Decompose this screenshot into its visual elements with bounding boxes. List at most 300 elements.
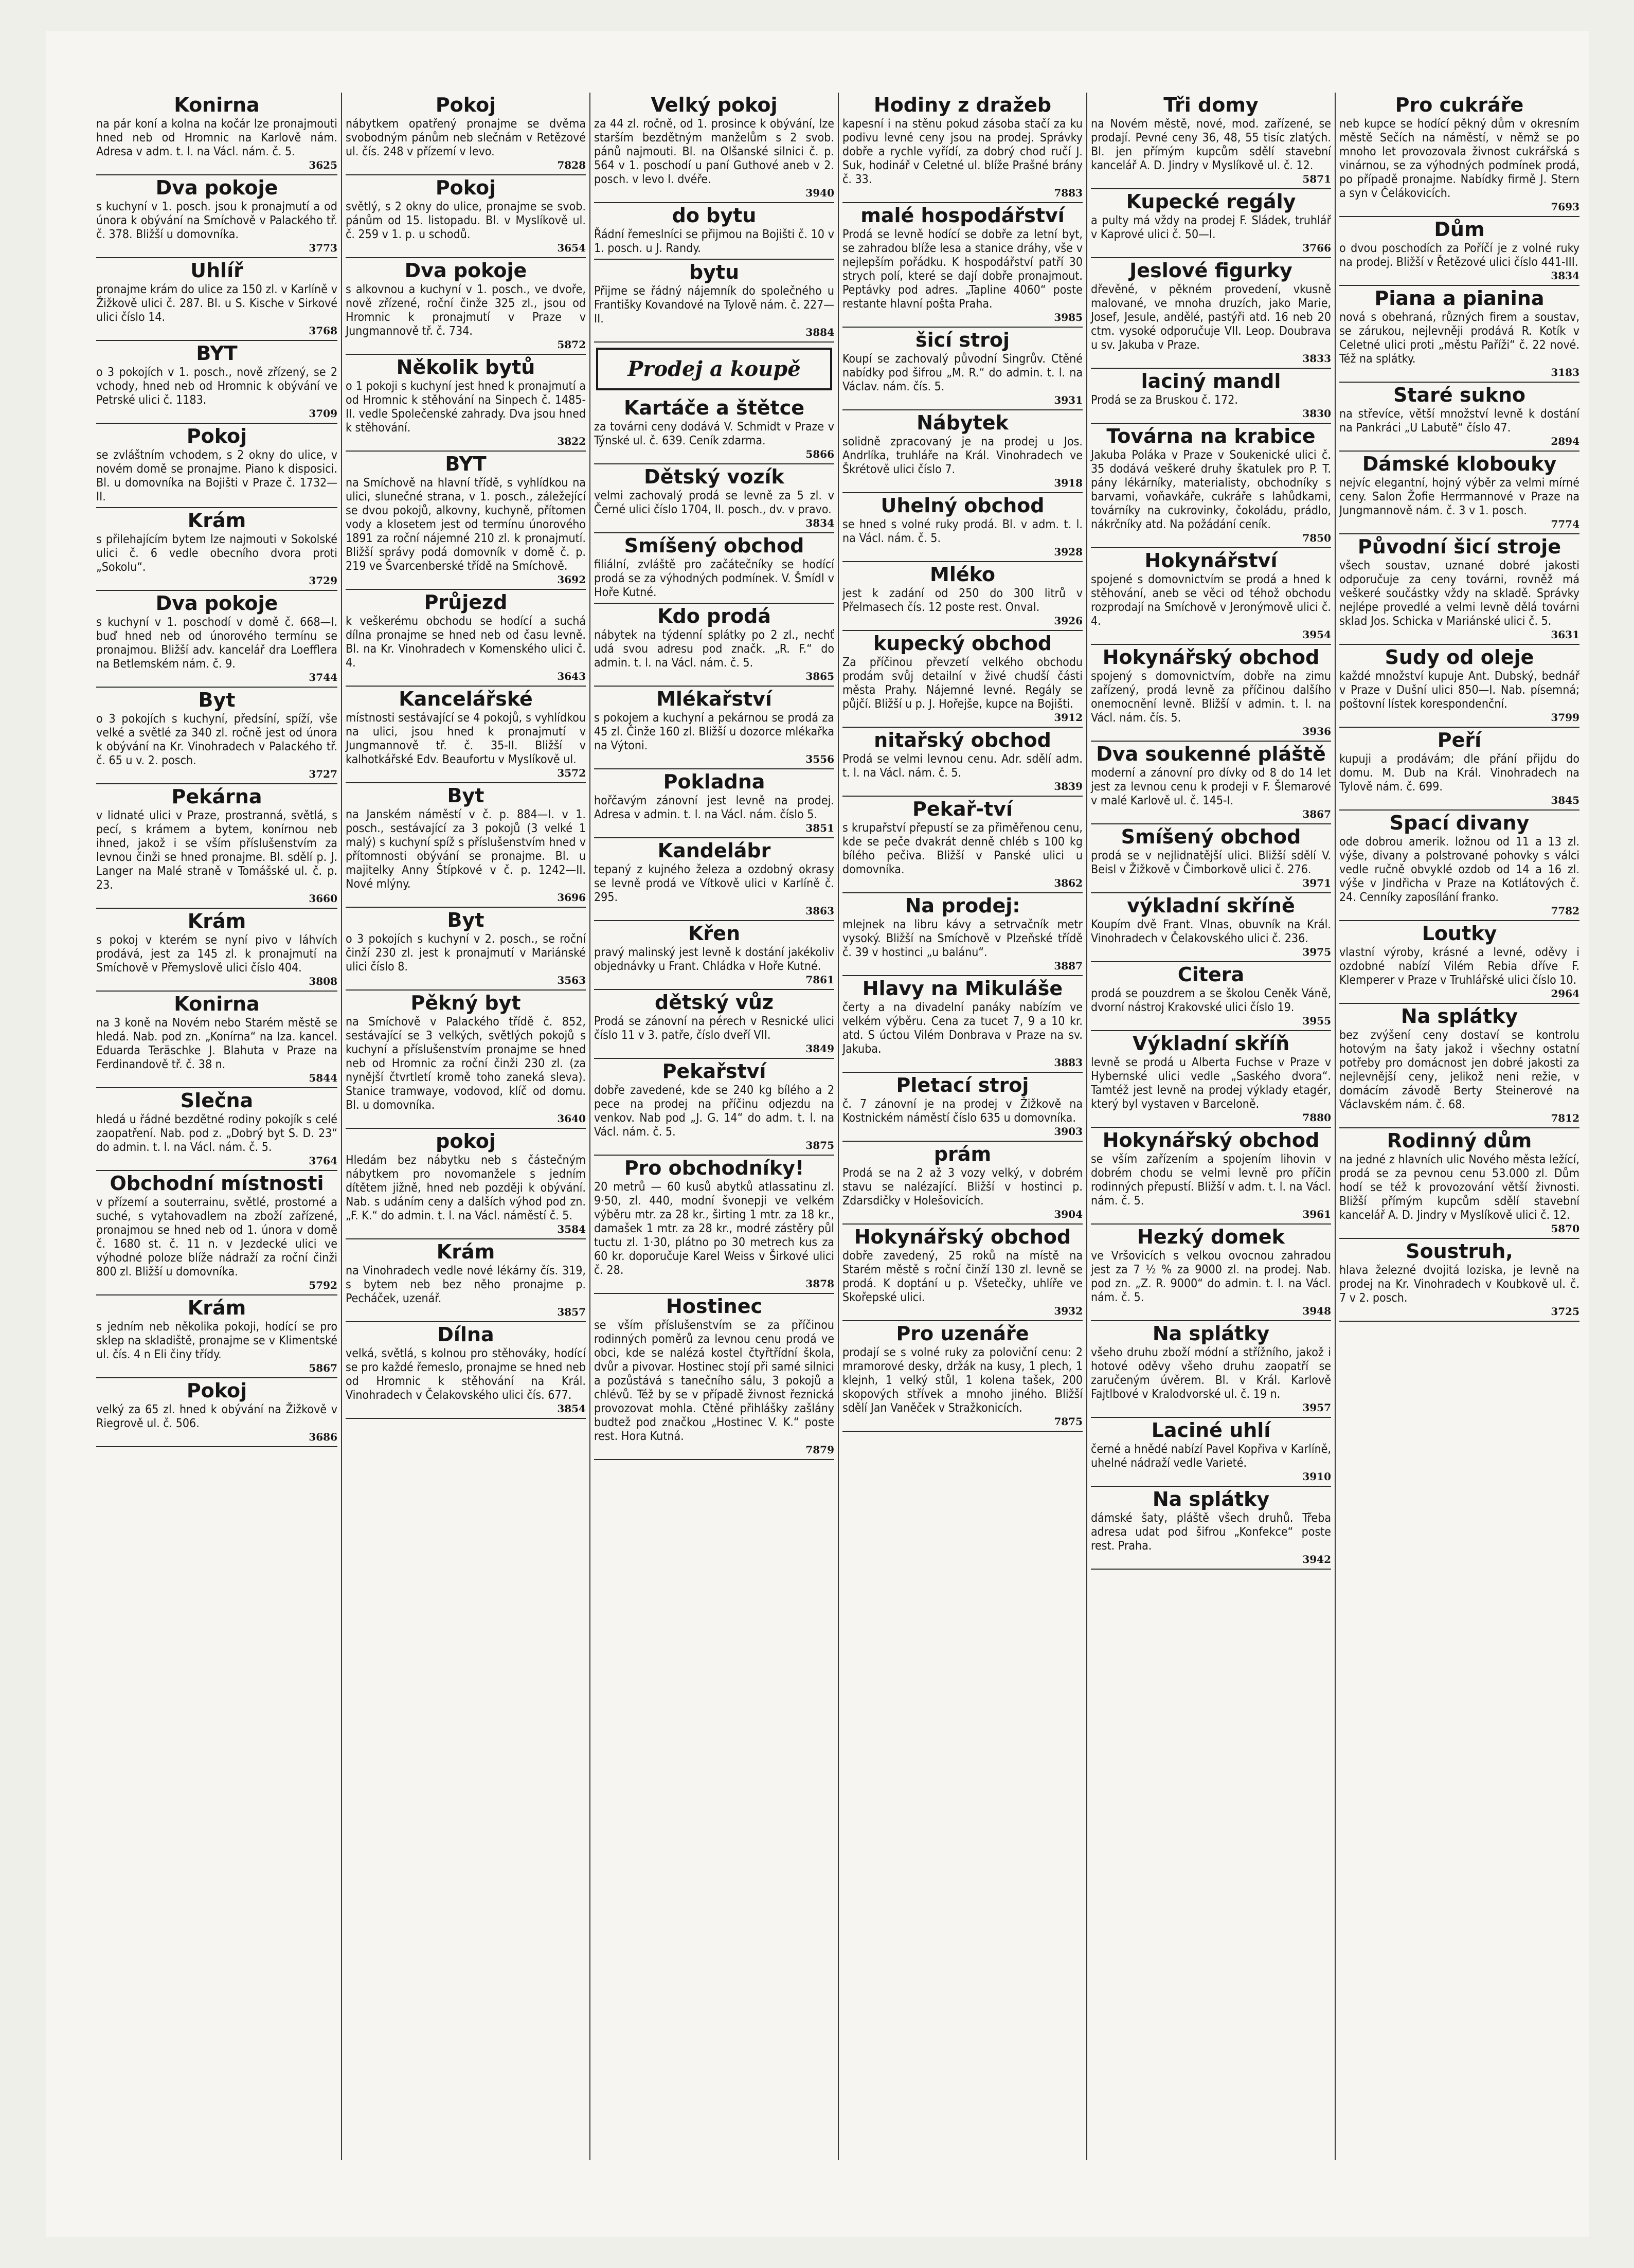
ad-heading: Hokynářský obchod	[1102, 646, 1320, 669]
classified-ad	[594, 687, 834, 769]
ad-heading: Průjezd	[424, 591, 508, 614]
classified-ad	[1091, 824, 1331, 893]
classified-ad	[594, 990, 834, 1059]
ad-body: jest k zadání od 250 do 300 litrů v Přelmasech čís. 12 poste rest. Onval.	[842, 587, 1083, 614]
ad-number: 3883	[1054, 1056, 1083, 1069]
classified-ad	[842, 976, 1083, 1073]
ad-heading: Konirna	[174, 993, 260, 1015]
classified-ad	[96, 1295, 337, 1378]
ad-heading: Jeslové figurky	[1129, 259, 1292, 282]
classified-ad	[1339, 286, 1579, 383]
ad-heading: prám	[933, 1143, 992, 1165]
ad-number: 3863	[805, 905, 834, 917]
ad-heading: Mléko	[930, 563, 995, 586]
ad-heading: výkladní skříně	[1127, 894, 1295, 917]
ad-body: neb kupce se hodící pěkný dům v okresním městě Sečích na náměstí, v němž se po mnoho let provozovala živnost cukrářská s vinárnou, se za výhodných podmínek prodá, po případě pronajme. Nabídky firmě J. Stern a syn v Čelákovicích.	[1339, 117, 1579, 200]
ad-body: černé a hnědé nabízí Pavel Kopřiva v Karlíně, uhelné nádraží vedle Varieté.	[1091, 1443, 1331, 1470]
ad-body: ode dobrou amerik. ložnou od 11 a 13 zl. výše, divany a polstrované pohovky s válci vedle ručně obvyklé ozdob od 14 a 16 zl. výše v Jindřicha v Praze na Kotlátových č. 24. Cenníky zaposílání franko.	[1339, 835, 1579, 904]
ad-body: nábytek na týdenní splátky po 2 zl., nechť udá svou adresu pod značk. „R. F.“ do admin. t. l. na Václ. nám. č. 5.	[594, 628, 834, 670]
classified-ad	[96, 175, 337, 258]
ad-heading: Původní šicí stroje	[1357, 535, 1561, 558]
classified-ad	[1339, 1239, 1579, 1322]
classified-ad	[96, 1171, 337, 1295]
ad-number: 3875	[805, 1139, 834, 1151]
classified-ad	[594, 921, 834, 990]
ad-number: 3764	[309, 1155, 337, 1167]
ad-number: 3556	[805, 753, 834, 765]
ad-number: 3912	[1054, 711, 1083, 724]
ad-body: se hned s volné ruky prodá. Bl. v adm. t. l. na Václ. nám. č. 5.	[842, 518, 1083, 545]
ad-body: prodá se pouzdrem a se školou Ceněk Váně, dvorní nástroj Krakovské ulici číslo 19.	[1091, 987, 1331, 1014]
classified-ad	[1091, 962, 1331, 1031]
ad-number: 3928	[1054, 546, 1083, 558]
ad-number: 3563	[557, 974, 586, 986]
classified-ad	[1091, 742, 1331, 824]
ad-number: 3857	[557, 1306, 586, 1318]
ad-number: 3640	[557, 1112, 586, 1125]
ad-body: Koupí se zachovalý původní Singrův. Ctěné nabídky pod šifrou „M. R.“ do admin. t. l. na Václav. nám. čís. 5.	[842, 352, 1083, 393]
ad-heading: Dva pokoje	[404, 259, 527, 282]
ad-body: s jedním neb několika pokoji, hodící se pro sklep na skladiště, pronajme se v Klimentské ul. čís. 4 n Eli činy třídy.	[96, 1320, 337, 1361]
ad-heading: Mlékařství	[656, 688, 772, 710]
ad-body: moderní a zánovní pro dívky od 8 do 14 let jest za levnou cenu k prodeji v F. Šlemarové v malé Karlově ul. č. 145-I.	[1091, 766, 1331, 807]
ad-heading: Pokoj	[186, 1379, 247, 1402]
ad-body: solidně zpracovaný je na prodej u Jos. Andrlíka, truhláře na Král. Vinohradech ve Škrétově ulici číslo 7.	[842, 435, 1083, 476]
ad-heading: Sudy od oleje	[1385, 646, 1534, 669]
ad-heading: Dva pokoje	[155, 176, 278, 199]
ad-heading: Hezký domek	[1137, 1226, 1285, 1248]
ad-body: dobře zavedený, 25 roků na místě na Starém městě s roční činží 130 zl. levně se prodá. K doptání u p. Všetečky, uhlíře ve Skořepské ulici.	[842, 1249, 1083, 1304]
classified-ad	[96, 784, 337, 909]
ad-body: č. 7 zánovní je na prodej v Žižkově na Kostnickém náměstí číslo 635 u domovníka.	[842, 1097, 1083, 1125]
classified-ad	[1091, 548, 1331, 645]
ad-body: o dvou poschodích za Poříčí je z volné ruky na prodej. Bližší v Řetězové ulici číslo 441-III.	[1339, 242, 1579, 269]
classified-ad	[594, 1294, 834, 1460]
classified-ad	[96, 1088, 337, 1171]
newspaper-page	[46, 31, 1589, 2237]
ad-number: 3830	[1302, 407, 1331, 420]
ad-heading: Pokoj	[435, 94, 496, 116]
classified-ad	[96, 341, 337, 424]
ad-heading: malé hospodářství	[860, 204, 1065, 227]
classified-ad	[842, 1225, 1083, 1321]
column-3	[589, 93, 838, 2160]
ad-body: velká, světlá, s kolnou pro stěhováky, hodící se pro každé řemeslo, pronajme se hned neb od Hromnic k stěhování na Král. Vinohradech v Čelakovského ulici čís. 677.	[346, 1347, 586, 1402]
ad-heading: Pěkný byt	[410, 992, 521, 1014]
ad-heading: Na splátky	[1400, 1005, 1518, 1028]
ad-number: 5872	[557, 338, 586, 351]
ad-heading: Uhlíř	[190, 259, 243, 282]
ad-number: 3910	[1302, 1470, 1331, 1483]
ad-heading: Slečna	[180, 1089, 254, 1112]
classified-ad	[1091, 189, 1331, 258]
ad-heading: šicí stroj	[915, 329, 1010, 351]
ad-body: vlastní výroby, krásné a levné, oděvy i ozdobné nabízí Vilém Rebia dříve F. Klemperer v Praze v Truhlářské ulici číslo 10.	[1339, 946, 1579, 987]
classified-ad	[842, 410, 1083, 493]
ad-heading: Kdo prodá	[657, 605, 771, 627]
ad-number: 3975	[1302, 946, 1331, 958]
column-2	[341, 93, 589, 2160]
classified-ad	[1091, 1418, 1331, 1487]
ad-body: spojené s domovnictvím se prodá a hned k stěhování, aneb se věci od téhož obchodu rozprodají na Smíchově v Jeronýmově ulici č. 4.	[1091, 573, 1331, 628]
ad-body: se vším zařízením a spojením lihovin v dobrém chodu se velmi levně pro příčin rodinných přepustí. Bližší v adm. t. l. na Václ. nám. č. 5.	[1091, 1153, 1331, 1208]
ad-heading: Dětský vozík	[644, 465, 784, 488]
ad-heading: Piana a pianina	[1374, 287, 1545, 310]
classified-ad	[594, 604, 834, 687]
ad-heading: Staré sukno	[1393, 384, 1526, 406]
ad-heading: Hodiny z dražeb	[873, 94, 1052, 116]
ad-number: 3660	[309, 892, 337, 905]
ad-heading: Uhelný obchod	[881, 494, 1045, 517]
ad-number: 3799	[1551, 711, 1579, 724]
ad-body: pravý malinský jest levně k dostání jakékoliv objednávky u Frant. Chládka v Hoře Kutné.	[594, 946, 834, 973]
classified-ad	[842, 1073, 1083, 1142]
ad-number: 3957	[1302, 1401, 1331, 1414]
classified-ad	[1091, 258, 1331, 369]
classified-ad	[346, 991, 586, 1129]
ad-body: s alkovnou a kuchyní v 1. posch., ve dvoře, nově zřízené, roční činže 325 zl., jsou od Hromnic k pronajmutí v Praze v Jungmannově tř. č. 734.	[346, 283, 586, 338]
ad-body: místnosti sestávající se 4 pokojů, s vyhlídkou na ulici, jsou hned k pronajmutí v Jungmannově tř. č. 35-II. Bližší v kalhotkářské Edv. Beaufortu v Myslíkově ul.	[346, 711, 586, 766]
ad-body: kupuji a prodávám; dle přání přijdu do domu. M. Dub na Král. Vinohradech na Tylově nám. č. 699.	[1339, 752, 1579, 794]
ad-number: 3867	[1302, 808, 1331, 820]
classified-ad	[96, 992, 337, 1088]
ad-body: každé množství kupuje Ant. Dubský, bednář v Praze v Dušní ulici 850—I. Nab. písemná; poštovní lístek korespondenční.	[1339, 670, 1579, 711]
classified-ad	[1339, 534, 1579, 645]
classified-ad	[96, 508, 337, 591]
ad-number: 3878	[805, 1277, 834, 1290]
ad-body: levně se prodá u Alberta Fuchse v Praze v Hybernské ulici vedle „Saského dvora“. Tamtéž jest levně na prodej výklady etagér, který byl vystaven v Barceloně.	[1091, 1056, 1331, 1111]
ad-body: v lidnaté ulici v Praze, prostranná, světlá, s pecí, s krámem a bytem, konírnou neb ihned, jakož i se vším příslušenstvím za levnou činži se hned pronajme. Bl. sdělí p. J. Langer na Malé straně v Tomášské ul. č. p. 23.	[96, 809, 337, 892]
ad-body: čerty a na divadelní panáky nabízím ve velkém výběru. Cena za tucet 7, 9 a 10 kr. atd. S úctou Vilém Donbrava v Praze na sv. Jakuba.	[842, 1001, 1083, 1056]
ad-heading: laciný mandl	[1141, 370, 1281, 392]
classified-ad	[1091, 1031, 1331, 1128]
ad-body: k veškerému obchodu se hodící a suchá dílna pronajme se hned neb od času levně. Bl. na Kr. Vinohradech v Komenského ulici č. 4.	[346, 615, 586, 670]
classified-columns	[93, 93, 1584, 2160]
ad-heading: Konirna	[174, 94, 260, 116]
ad-heading: Nábytek	[917, 411, 1009, 434]
ad-heading: Byt	[198, 689, 236, 711]
ad-body: prodají se s volné ruky za poloviční cenu: 2 mramorové desky, držák na kusy, 1 plech, 1 klejnh, 1 velký stůl, 1 kolena tašek, 200 skopových střívek a mnoho jiného. Bližší sdělí Jan Vaněček v Stražkonicích.	[842, 1346, 1083, 1415]
classified-ad	[96, 258, 337, 341]
classified-ad	[842, 93, 1083, 203]
ad-number: 3884	[805, 326, 834, 338]
ad-body: velký za 65 zl. hned k obývání na Žižkově v Riegrově ul. č. 506.	[96, 1403, 337, 1430]
ad-number: 5866	[805, 448, 834, 460]
classified-ad	[1339, 383, 1579, 452]
classified-ad	[1091, 893, 1331, 962]
ad-body: na pár koní a kolna na kočár lze pronajmouti hned neb od Hromnic na Karlově nám. Adresa v adm. t. l. na Václ. nám. č. 5.	[96, 117, 337, 158]
classified-ad	[594, 1156, 834, 1294]
ad-number: 3942	[1302, 1553, 1331, 1565]
ad-heading: Laciné uhlí	[1151, 1419, 1271, 1442]
classified-ad	[842, 328, 1083, 410]
ad-body: na Janském náměstí v č. p. 884—I. v 1. posch., sestávající za 3 pokojů (3 velké 1 malý) s kuchyní spíž s příslušenstvím hned v přítomnosti obývání se pronajme. Bl. u majitelky Anny Štípkové v č. p. 1242—II. Nové mlýny.	[346, 808, 586, 891]
ad-number: 3862	[1054, 877, 1083, 889]
ad-heading: Pro obchodníky!	[624, 1157, 804, 1179]
ad-number: 7880	[1302, 1111, 1331, 1124]
classified-ad	[1339, 1128, 1579, 1239]
classified-ad	[1091, 1225, 1331, 1321]
ad-heading: Pokoj	[435, 176, 496, 199]
ad-body: nejvíc elegantní, hojný výběr za velmi mírné ceny. Salon Žofie Herrmannové v Praze na Jungmannově nám. č. 3 v 1. posch.	[1339, 476, 1579, 517]
column-1	[93, 93, 341, 2160]
classified-ad	[842, 797, 1083, 893]
ad-body: o 1 pokoji s kuchyní jest hned k pronajmutí a od Hromnic k stěhování na Sinpech č. 1485-II. vedle Společenské zahrady. Dva jsou hned k stěhování.	[346, 380, 586, 435]
ad-body: Přijme se řádný nájemník do společného u Františky Kovandové na Tylově nám. č. 227—II.	[594, 284, 835, 326]
ad-body: všech soustav, uznané dobré jakosti odporučuje za ceny továrni, rovněž má veškeré součástky vždy na skladě. Správky nejlépe provedlé a velmi levně dělá továrni sklad Jos. Schicka v Mariánské ulici č. 5.	[1339, 559, 1579, 628]
ad-body: v přízemí a souterrainu, světlé, prostorné a suché, s vytahovadlem na zboží zařízené, pronajmou se hned neb od 1. února v domě č. 1680 st. č. 11 n. v Jezdecké ulici ve výhodné poloze blíže nádraží za roční činži 800 zl. Bližší u domovníka.	[96, 1196, 337, 1279]
ad-body: na Smíchově na hlavní třídě, s vyhlídkou na ulici, slunečné strana, v 1. posch., záležející se dvou pokojů, alkovny, kuchyně, přítomen vody a klosetem jest od termínu únorového 1891 za roční nájemné 210 zl. k pronajmutí. Bližší správy podá domovník v domě č. p. 219 ve Švarcenberské třídě na Smíchově.	[346, 476, 586, 573]
ad-number: 3773	[309, 242, 337, 254]
ad-body: hledá u řádné bezdětné rodiny pokojík s celé zaopatření. Nab. pod z. „Dobrý byt S. D. 23“ do admin. t. l. na Václ. nám. č. 5.	[96, 1113, 337, 1154]
classified-ad	[346, 783, 586, 908]
ad-body: Prodá se na 2 až 3 vozy velký, v dobrém stavu se nalézající. Bližší v hostinci p. Zdarsdičky v Holešovicích.	[842, 1166, 1083, 1208]
classified-ad	[346, 452, 586, 590]
ad-heading: Dílna	[437, 1323, 494, 1346]
ad-body: Za příčinou převzetí velkého obchodu prodám svůj detailní v živé chudší části města Prahy. Nájemné levné. Regály se půjčí. Bližší u p. J. Hořejše, kupce na Bojišti.	[842, 656, 1083, 711]
ad-body: s pokoj v kterém se nyní pivo v láhvích prodává, jest za 145 zl. k pronajmutí na Smíchově v Přemyslově ulici číslo 404.	[96, 933, 337, 975]
ad-body: o 3 pokojích s kuchyní, předsíní, spíží, vše velké a světlé za 340 zl. ročně jest od února k obývání na Kr. Vinohradech v Palackého tř. č. 65 u v. 2. posch.	[96, 712, 337, 767]
column-4	[838, 93, 1086, 2160]
section-banner: Prodej a koupě	[596, 348, 832, 390]
classified-ad	[1339, 645, 1579, 728]
classified-ad	[842, 631, 1083, 728]
ad-heading: Křen	[688, 922, 740, 945]
ad-number: 5792	[309, 1279, 337, 1291]
ad-heading: Pokladna	[663, 770, 765, 793]
ad-body: na 3 koně na Novém nebo Starém městě se hledá. Nab. pod zn. „Konírna“ na Iza. kancel. Eduarda Teräschke J. Blahuta v Praze na Ferdinandově tř. č. 38 n.	[96, 1016, 337, 1071]
ad-heading: Peří	[1437, 729, 1482, 751]
ad-body: Jakuba Poláka v Praze v Soukenické ulici č. 35 dodává veškeré druhy škatulek pro P. T. pány lékárníky, materialisty, obchodníky s barvami, voňavkáře, cukráře s lahůdkami, továrníky na cukrovinky, čokoládu, prádlo, nákrčníky atd. Na požádání ceník.	[1091, 448, 1331, 531]
ad-number: 3744	[309, 671, 337, 683]
classified-ad	[1091, 424, 1331, 548]
classified-ad	[346, 1322, 586, 1419]
classified-ad	[96, 909, 337, 992]
ad-body: dobře zavedené, kde se 240 kg bílého a 2 pece na prodej na příčinu odjezdu na venkov. Nab pod „J. G. 14“ do adm. t. l. na Václ. nám. č. 5.	[594, 1084, 834, 1139]
ad-heading: Soustruh,	[1406, 1240, 1513, 1263]
classified-ad	[96, 424, 337, 508]
ad-heading: Pro cukráře	[1395, 94, 1524, 116]
ad-body: s přilehajícím bytem lze najmouti v Sokolské ulici č. 6 vedle obecního dvora proti „Sokolu“.	[96, 533, 337, 574]
ad-number: 3854	[557, 1402, 586, 1415]
ad-heading: Smíšený obchod	[624, 534, 804, 557]
classified-ad	[96, 591, 337, 688]
classified-ad	[594, 260, 834, 343]
ad-body: tepaný z kujného železa a ozdobný okrasy se levně prodá ve Vítkově ulici v Karlíně č. 295.	[594, 863, 834, 904]
ad-body: za 44 zl. ročně, od 1. prosince k obývání, lze starším bezdětným manželům s 2 svob. pánů najmouti. Bl. na Olšanské silnici č. p. 564 v 1. poschodí u paní Guthové aneb v 2. posch. v levo I. dvéře.	[594, 117, 834, 186]
ad-heading: Byt	[447, 909, 484, 931]
classified-ad	[1339, 93, 1579, 217]
ad-number: 3887	[1054, 960, 1083, 972]
ad-heading: Pro uzenáře	[896, 1322, 1029, 1345]
classified-ad	[1339, 452, 1579, 534]
ad-number: 7774	[1551, 518, 1579, 530]
ad-number: 3727	[309, 768, 337, 780]
ad-number: 3766	[1302, 242, 1331, 254]
ad-body: nová s obehraná, různých firem a soustav, se zárukou, nejlevněji prodává R. Kotík v Celetné ulici proti „městu Paříži“ č. 22 nové. Též na splátky.	[1339, 311, 1579, 366]
classified-ad	[96, 688, 337, 784]
classified-ad	[1091, 1128, 1331, 1225]
ad-heading: Kancelářské	[399, 688, 533, 710]
ad-number: 2894	[1551, 435, 1579, 447]
ad-body: filiální, zvláště pro začátečníky se hodící prodá se za výhodných podmínek. V. Šmídl v Hoře Kutné.	[594, 558, 834, 599]
classified-ad	[594, 93, 834, 203]
ad-heading: Krám	[187, 1297, 246, 1319]
ad-number: 3845	[1551, 794, 1579, 806]
ad-heading: Na prodej:	[905, 894, 1020, 917]
ad-number: 3572	[557, 767, 586, 779]
ad-number: 3849	[805, 1042, 834, 1055]
ad-body: o 3 pokojích v 1. posch., nově zřízený, se 2 vchody, hned neb od Hromnic k obývání ve Petrské ulici č. 1183.	[96, 366, 337, 407]
ad-number: 3654	[557, 242, 586, 254]
classified-ad	[842, 728, 1083, 797]
ad-body: o 3 pokojích s kuchyní v 2. posch., se roční činží 230 zl. jest k pronajmutí v Mariánské ulici číslo 8.	[346, 932, 586, 974]
ad-number: 3955	[1302, 1015, 1331, 1027]
ad-heading: bytu	[689, 261, 740, 283]
ad-number: 7875	[1054, 1415, 1083, 1428]
ad-number: 7812	[1551, 1112, 1579, 1124]
ad-body: a pulty má vždy na prodej F. Sládek, truhlář v Kaprové ulici č. 50—I.	[1091, 214, 1331, 241]
ad-heading: Obchodní místnosti	[110, 1172, 324, 1195]
ad-body: Hledám bez nábytku neb s částečným nábytkem pro novomanžele s jedním dítětem jižně, hned neb později k obývání. Nab. s udáním ceny a dalších výhod pod zn. „F. K.“ do admin. t. l. na Václ. náměstí č. 5.	[346, 1154, 586, 1222]
ad-number: 3696	[557, 891, 586, 904]
classified-ad	[1339, 728, 1579, 811]
ad-heading: Rodinný dům	[1387, 1129, 1532, 1152]
ad-body: Prodá se levně hodící se dobře za letní byt, se zahradou blíže lesa a stanice dráhy, vše v nejlepším pořádku. K hospodářství patří 30 strych polí, které se dají dobře pronajmout. Peptávky pod adres. „Tapline 4060“ poste restante hlavní pošta Praha.	[842, 228, 1083, 311]
ad-heading: Dámské klobouky	[1362, 453, 1557, 475]
ad-heading: Krám	[187, 910, 246, 932]
ad-heading: Pletací stroj	[896, 1074, 1029, 1096]
ad-number: 3961	[1302, 1208, 1331, 1220]
ad-number: 3643	[557, 670, 586, 682]
ad-body: Řádní řemeslníci se přijmou na Bojišti č. 10 v 1. posch. u J. Randy.	[594, 228, 834, 255]
classified-ad	[594, 838, 834, 921]
classified-ad	[842, 493, 1083, 562]
ad-body: na jedné z hlavních ulic Nového města ležící, prodá se za pevnou cenu 53.000 zl. Dům hodí se též k provozování větší živnosti. Bližší přímým kupcům sdělí stavební kancelář A. D. Jindry v Myslíkově ulici č. 12.	[1339, 1153, 1579, 1222]
ad-body: s kuchyní v 1. poschodí v domě č. 668—I. buď hned neb od únorového termínu se pronajmou. Bližší adv. kancelář dra Loefflera na Betlemském nám. č. 9.	[96, 616, 337, 671]
ad-number: 3985	[1054, 311, 1083, 323]
ad-number: 3692	[557, 573, 586, 586]
classified-ad	[346, 687, 586, 783]
ad-heading: Na splátky	[1152, 1488, 1270, 1510]
ad-number: 3971	[1302, 877, 1331, 889]
ad-heading: Dům	[1434, 218, 1485, 241]
ad-body: Koupím dvě Frant. Vlnas, obuvník na Král. Vinohradech v Čelakovského ulici č. 236.	[1091, 918, 1331, 945]
ad-body: s krupařství přepustí se za přiměřenou cenu, kde se peče dvakrát denně chléb s 100 kg bílého pečiva. Bližší v Panské ulici u domovníka.	[842, 821, 1083, 876]
classified-ad	[96, 1378, 337, 1447]
ad-body: na Vinohradech vedle nové lékárny čís. 319, s bytem neb bez něho pronajme p. Pecháček, uzenář.	[346, 1264, 586, 1305]
classified-ad	[1091, 1487, 1331, 1570]
classified-ad	[842, 893, 1083, 976]
ad-number: 3903	[1054, 1125, 1083, 1138]
classified-ad	[1339, 1004, 1579, 1128]
ad-body: Prodá se za Bruskou č. 172.	[1091, 393, 1238, 407]
ad-heading: Hokynářský obchod	[1102, 1129, 1320, 1151]
classified-ad	[346, 590, 586, 687]
ad-body: na střevíce, větší množství levně k dostání na Pankráci „U Labutě“ číslo 47.	[1339, 407, 1579, 435]
ad-heading: Citera	[1177, 963, 1245, 986]
ad-body: s kuchyní v 1. posch. jsou k pronajmutí a od února k obývání na Smíchově v Palackého tř. č. 378. Bližší u domovníka.	[96, 200, 337, 241]
ad-heading: Několik bytů	[396, 356, 535, 379]
classified-ad	[346, 355, 586, 452]
ad-number: 3932	[1054, 1305, 1083, 1317]
ad-heading: Byt	[447, 784, 484, 807]
ad-heading: Hostinec	[666, 1295, 763, 1318]
ad-heading: BYT	[196, 342, 238, 365]
ad-number: 3631	[1551, 628, 1579, 641]
ad-body: světlý, s 2 okny do ulice, pronajme se svob. pánům od 15. listopadu. Bl. v Myslíkově ul. č. 259 v 1. p. u schodů.	[346, 200, 586, 241]
ad-body: nábytkem opatřený pronajme se dvěma svobodným pánům neb slečnám v Retězové ul. čís. 248 v přízemí v levo.	[346, 117, 586, 158]
ad-body: hlava železné dvojitá loziska, je levně na prodej na Kr. Vinohradech v Koubkově ul. č. 7 v 2. posch.	[1339, 1264, 1579, 1305]
ad-heading: Hokynářský obchod	[854, 1226, 1071, 1248]
ad-body: kapesní i na stěnu pokud zásoba stačí za ku podivu levné ceny jsou na prodej. Správky dobře a rychle vyřídí, za dobrý chod ručí J. Suk, hodinář v Celetné ul. blíže Prašné brány č. 33.	[842, 117, 1083, 186]
ad-heading: BYT	[445, 453, 487, 475]
ad-number: 3625	[309, 159, 337, 171]
ad-body: hořčavým zánovní jest levně na prodej. Adresa v admin. t. l. na Václ. nám. číslo 5.	[594, 794, 834, 821]
ad-number: 3918	[1054, 477, 1083, 489]
ad-number: 3940	[805, 187, 834, 199]
ad-heading: Spací divany	[1389, 812, 1530, 834]
ad-number: 3725	[1551, 1305, 1579, 1318]
ad-number: 7883	[1054, 187, 1083, 199]
ad-heading: Dva soukenné pláště	[1096, 743, 1326, 765]
ad-heading: Pokoj	[186, 425, 247, 447]
ad-heading: pokoj	[436, 1130, 496, 1153]
ad-heading: Hlavy na Mikuláše	[862, 977, 1063, 1000]
classified-ad	[842, 562, 1083, 631]
classified-ad	[346, 93, 586, 175]
ad-heading: Výkladní skříň	[1132, 1032, 1290, 1055]
ad-body: na Novém městě, nové, mod. zařízené, se prodají. Pevné ceny 36, 48, 55 tisíc zlatých. Bl. jen přímým kupcům sdělí stavební kancelář A. D. Jindry v Myslíkově ul. č. 12.	[1091, 117, 1331, 172]
ad-number: 5870	[1551, 1222, 1579, 1235]
classified-ad	[842, 1142, 1083, 1225]
ad-body: na Smíchově v Palackého třídě č. 852, sestávající se 3 velkých, světlých pokojů s kuchyní a příslušenstvím pronajme se hned neb od Hromnic za roční činži 230 zl. (za nynější čtvrtletí kromě toho zaneká sleva). Stanice tramwaye, vodovod, klíč od domu. Bl. u domovníka.	[346, 1015, 586, 1112]
ad-number: 3729	[309, 574, 337, 587]
ad-body: Prodá se velmi levnou cenu. Adr. sdělí adm. t. l. na Václ. nám. č. 5.	[842, 752, 1083, 780]
ad-number: 2964	[1551, 987, 1579, 1000]
classified-ad	[594, 395, 834, 464]
ad-heading: Loutky	[1422, 922, 1497, 945]
classified-ad	[1339, 811, 1579, 921]
classified-ad	[96, 93, 337, 175]
ad-number: 3768	[309, 325, 337, 337]
classified-ad	[1091, 1321, 1331, 1418]
classified-ad	[594, 769, 834, 838]
classified-ad	[346, 258, 586, 355]
ad-number: 7879	[805, 1444, 834, 1456]
ad-number: 7828	[557, 159, 586, 171]
ad-body: spojený s domovnictvím, dobře na zimu zařízený, prodá levně za příčinou dalšího onemocnění levně. Bližší v admin. t. l. na Václ. nám. čís. 5.	[1091, 670, 1331, 725]
classified-ad	[594, 464, 834, 533]
ad-number: 3686	[309, 1431, 337, 1443]
ad-number: 3936	[1302, 725, 1331, 737]
ad-number: 3851	[805, 822, 834, 834]
column-6	[1335, 93, 1583, 2160]
ad-body: prodá se v nejlidnatější ulici. Bližší sdělí V. Beisl v Žižkově v Čimborkově ulici č. 276.	[1091, 849, 1331, 876]
ad-number: 3808	[309, 975, 337, 987]
ad-heading: kupecký obchod	[873, 632, 1052, 655]
ad-body: dřevěné, v pěkném provedení, vkusně malované, ve mnoha druzích, jako Marie, Josef, Jesule, andělé, pastýři atd. 16 neb 20 ctm. vysoké odporučuje VII. Leop. Doubrava u sv. Jakuba v Praze.	[1091, 283, 1331, 352]
ad-heading: dětský vůz	[655, 991, 774, 1014]
ad-heading: nitařský obchod	[874, 729, 1051, 751]
ad-number: 5871	[1302, 173, 1331, 185]
classified-ad	[1091, 369, 1331, 424]
ad-body: bez zvýšení ceny dostaví se kontrolu hotovým na šaty jakož i všechny ostatní potřeby pro domácnost jen dobré jakosti za nejlevnější ceny, jelikož neni režie, v domácím závodě Berty Steinerové na Václavském nám. č. 68.	[1339, 1029, 1579, 1111]
classified-ad	[346, 908, 586, 991]
ad-heading: Velký pokoj	[651, 94, 778, 116]
ad-number: 3948	[1302, 1305, 1331, 1317]
ad-heading: Smíšený obchod	[1121, 825, 1301, 848]
